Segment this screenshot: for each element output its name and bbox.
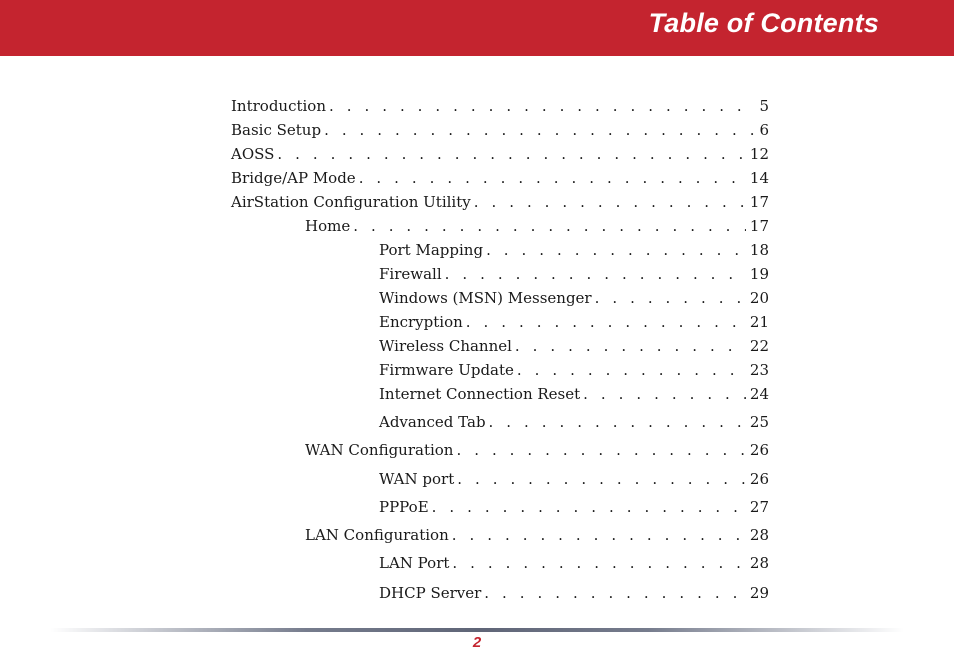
toc-leader-dots bbox=[353, 216, 746, 236]
toc-entry[interactable] bbox=[379, 264, 769, 284]
toc-entry-label: Basic Setup bbox=[231, 121, 322, 139]
toc-entry-label: Introduction bbox=[231, 97, 326, 115]
toc-entry[interactable] bbox=[379, 412, 769, 432]
toc-entry-label: LAN Configuration bbox=[305, 526, 449, 544]
toc-entry[interactable] bbox=[379, 312, 769, 332]
toc-entry-label: Wireless Channel bbox=[379, 337, 512, 355]
toc-entry[interactable] bbox=[305, 525, 769, 545]
toc-entry-label: WAN port bbox=[379, 470, 455, 488]
toc-entry-page: 20 bbox=[749, 289, 769, 307]
toc-entry-page: 29 bbox=[749, 584, 769, 602]
toc-entry-page: 22 bbox=[749, 337, 769, 355]
toc-leader-dots bbox=[456, 440, 745, 460]
toc-entry[interactable] bbox=[379, 497, 769, 517]
toc-entry[interactable] bbox=[379, 553, 769, 573]
toc-leader-dots bbox=[324, 120, 755, 140]
toc-entry[interactable] bbox=[379, 336, 769, 356]
page-title: Table of Contents bbox=[648, 8, 879, 38]
toc-entry-label: Advanced Tab bbox=[379, 413, 486, 431]
toc-leader-dots bbox=[489, 412, 746, 432]
toc-entry[interactable] bbox=[379, 240, 769, 260]
toc-entry[interactable] bbox=[231, 144, 769, 164]
toc-entry-page: 5 bbox=[759, 97, 769, 115]
toc-entry-label: AOSS bbox=[231, 145, 275, 163]
toc-leader-dots bbox=[583, 384, 746, 404]
toc-entry-label: Firmware Update bbox=[379, 361, 514, 379]
toc-entry-page: 6 bbox=[759, 121, 769, 139]
toc-entry[interactable] bbox=[379, 360, 769, 380]
toc-leader-dots bbox=[515, 336, 746, 356]
toc-entry-label: AirStation Configuration Utility bbox=[231, 193, 471, 211]
page-number: 2 bbox=[472, 634, 482, 651]
toc-entry-page: 27 bbox=[749, 498, 769, 516]
toc-entry-label: Encryption bbox=[379, 313, 463, 331]
toc-entry[interactable] bbox=[231, 120, 769, 140]
toc-entry-label: Windows (MSN) Messenger bbox=[379, 289, 592, 307]
toc-leader-dots bbox=[277, 144, 745, 164]
toc-entry-page: 25 bbox=[749, 413, 769, 431]
toc-entry[interactable] bbox=[231, 192, 769, 212]
toc-entry-label: WAN Configuration bbox=[305, 441, 454, 459]
toc-entry-page: 14 bbox=[749, 169, 769, 187]
toc-entry[interactable] bbox=[305, 440, 769, 460]
toc-leader-dots bbox=[517, 360, 746, 380]
toc-entry-page: 18 bbox=[749, 241, 769, 259]
toc-entry-page: 19 bbox=[749, 265, 769, 283]
toc-entry-label: Bridge/AP Mode bbox=[231, 169, 356, 187]
footer-divider bbox=[50, 628, 904, 632]
toc-entry-page: 17 bbox=[749, 217, 769, 235]
toc-entry-page: 21 bbox=[749, 313, 769, 331]
toc-entry-label: Port Mapping bbox=[379, 241, 484, 259]
toc-leader-dots bbox=[484, 583, 746, 603]
toc-entry[interactable] bbox=[379, 469, 769, 489]
toc-entry-page: 26 bbox=[749, 441, 769, 459]
toc-entry-page: 28 bbox=[749, 554, 769, 572]
toc-entry-label: Home bbox=[305, 217, 351, 235]
toc-entry-page: 17 bbox=[749, 193, 769, 211]
toc-entry-page: 28 bbox=[749, 526, 769, 544]
toc-leader-dots bbox=[432, 497, 746, 517]
toc-leader-dots bbox=[457, 469, 746, 489]
toc-entry-page: 12 bbox=[749, 145, 769, 163]
toc-leader-dots bbox=[452, 553, 746, 573]
toc-entry[interactable] bbox=[305, 216, 769, 236]
toc-entry[interactable] bbox=[379, 384, 769, 404]
toc-leader-dots bbox=[329, 96, 755, 116]
toc-entry[interactable] bbox=[231, 168, 769, 188]
toc-entry-label: DHCP Server bbox=[379, 584, 482, 602]
toc-entry[interactable] bbox=[379, 288, 769, 308]
toc-entry[interactable] bbox=[379, 583, 769, 603]
toc-entry-label: LAN Port bbox=[379, 554, 450, 572]
toc-entry-page: 26 bbox=[749, 470, 769, 488]
toc-entry[interactable] bbox=[231, 96, 769, 116]
toc-entry-label: Internet Connection Reset bbox=[379, 385, 581, 403]
toc-entry-page: 24 bbox=[749, 385, 769, 403]
toc-leader-dots bbox=[595, 288, 746, 308]
toc-leader-dots bbox=[474, 192, 746, 212]
toc-leader-dots bbox=[452, 525, 746, 545]
toc-entry-label: PPPoE bbox=[379, 498, 429, 516]
toc-entry-page: 23 bbox=[749, 361, 769, 379]
toc-leader-dots bbox=[359, 168, 746, 188]
toc-leader-dots bbox=[466, 312, 746, 332]
toc-leader-dots bbox=[445, 264, 746, 284]
toc-leader-dots bbox=[486, 240, 746, 260]
toc-entry-label: Firewall bbox=[379, 265, 442, 283]
